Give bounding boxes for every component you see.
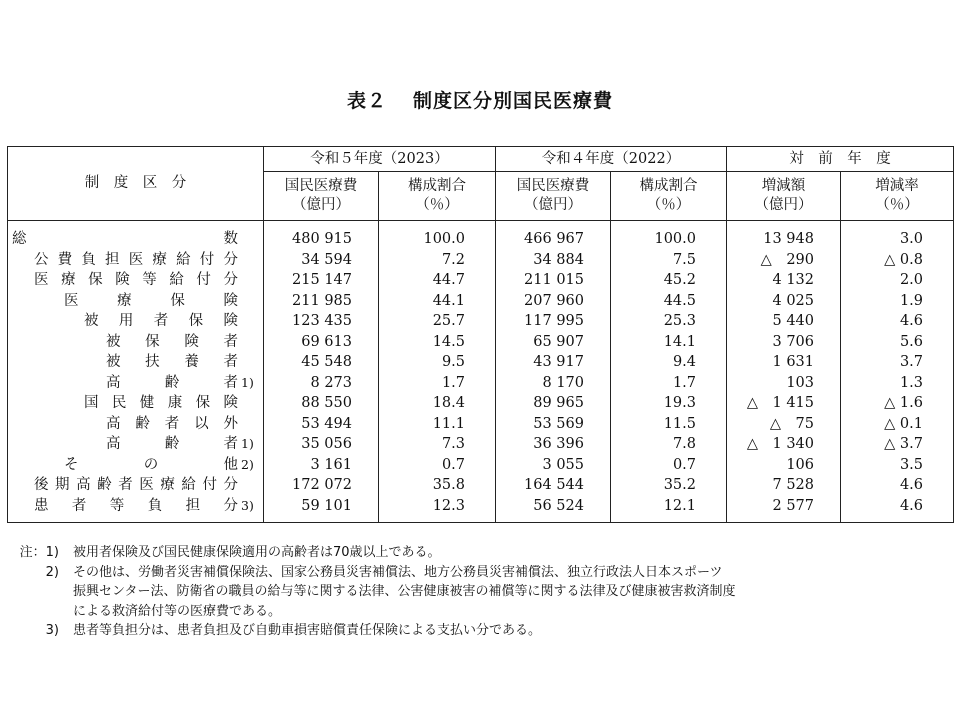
value-cell: 3.0 xyxy=(841,221,954,250)
value-cell: △ 1.6 xyxy=(841,393,954,414)
column-header-unit: （％） xyxy=(646,197,691,213)
column-header xyxy=(611,172,727,221)
value-cell: △ 3.7 xyxy=(841,434,954,455)
value-cell: 3 706 xyxy=(727,332,841,353)
value-cell: 8 170 xyxy=(496,373,611,394)
column-header-title: 構成割合 xyxy=(639,178,698,194)
row-label: そ の 他 xyxy=(64,456,238,473)
row-label-cell xyxy=(8,393,264,414)
footnotes xyxy=(7,543,947,641)
value-cell: 9.4 xyxy=(611,352,727,373)
value-cell: 11.1 xyxy=(379,414,496,435)
header-category: 制 度 区 分 xyxy=(8,147,264,221)
value-cell: 4.6 xyxy=(841,475,954,496)
value-cell: 7.5 xyxy=(611,250,727,271)
column-header xyxy=(727,172,841,221)
value-cell: 4.6 xyxy=(841,496,954,523)
value-cell: △ 1 340 xyxy=(727,434,841,455)
value-cell: 164 544 xyxy=(496,475,611,496)
value-cell: 34 884 xyxy=(496,250,611,271)
table-row xyxy=(8,332,954,353)
row-label-cell xyxy=(8,373,264,394)
column-header-unit: （億円） xyxy=(292,197,350,213)
value-cell: 69 613 xyxy=(264,332,379,353)
footnote-text: 被用者保険及び国民健康保険適用の高齢者は70歳以上である。 xyxy=(73,545,441,560)
table-row xyxy=(8,455,954,476)
row-label: 総 数 xyxy=(12,231,238,247)
footnote-text: 患者等負担分は、患者負担及び自動車損害賠償責任保険による支払い分である。 xyxy=(73,623,542,638)
row-label: 高齢者以外 xyxy=(106,415,238,432)
value-cell: 59 101 xyxy=(264,496,379,523)
value-cell: 25.7 xyxy=(379,311,496,332)
value-cell: △ 0.1 xyxy=(841,414,954,435)
header-group-2023: 令和５年度（2023） xyxy=(264,147,496,172)
row-label-cell xyxy=(8,352,264,373)
value-cell: 44.7 xyxy=(379,270,496,291)
value-cell: △ 1 415 xyxy=(727,393,841,414)
value-cell: 4.6 xyxy=(841,311,954,332)
row-label: 公費負担医療給付分 xyxy=(34,251,238,268)
value-cell: 1.7 xyxy=(379,373,496,394)
value-cell: 9.5 xyxy=(379,352,496,373)
value-cell: 4 132 xyxy=(727,270,841,291)
table-caption: 制度区分別国民医療費 xyxy=(413,90,614,112)
value-cell: 45.2 xyxy=(611,270,727,291)
footnote-text: 振興センター法、防衛省の職員の給与等に関する法律、公害健康被害の補償等に関する法律及び健康被害救済制度 xyxy=(73,584,736,599)
value-cell: 35.8 xyxy=(379,475,496,496)
table-number: 表２ xyxy=(346,90,387,112)
value-cell: 1.9 xyxy=(841,291,954,312)
value-cell: 0.7 xyxy=(611,455,727,476)
row-label: 後期高齢者医療給付分 xyxy=(34,477,238,493)
column-header-title: 増減額 xyxy=(761,178,806,194)
footnote-line xyxy=(7,602,947,622)
value-cell: 35 056 xyxy=(264,434,379,455)
table-row xyxy=(8,250,954,271)
value-cell: 14.1 xyxy=(611,332,727,353)
value-cell: 13 948 xyxy=(727,221,841,250)
value-cell: 35.2 xyxy=(611,475,727,496)
value-cell: 88 550 xyxy=(264,393,379,414)
value-cell: 36 396 xyxy=(496,434,611,455)
row-label-cell xyxy=(8,311,264,332)
row-label-cell xyxy=(8,414,264,435)
row-label: 被用者保険 xyxy=(84,313,238,329)
column-header xyxy=(264,172,379,221)
column-header-unit: （％） xyxy=(415,197,459,213)
table-row xyxy=(8,270,954,291)
row-label: 国民健康保険 xyxy=(84,395,238,411)
value-cell: 19.3 xyxy=(611,393,727,414)
table-row xyxy=(8,291,954,312)
table-row xyxy=(8,475,954,496)
value-cell: 12.1 xyxy=(611,496,727,523)
medical-expense-table xyxy=(7,146,953,523)
value-cell: 3 161 xyxy=(264,455,379,476)
footnote-text: その他は、労働者災害補償保険法、国家公務員災害補償法、地方公務員災害補償法、独立行政法人日本スポーツ xyxy=(73,564,723,580)
value-cell: 211 015 xyxy=(496,270,611,291)
column-header-title: 国民医療費 xyxy=(516,178,590,194)
table-row xyxy=(8,352,954,373)
table-row xyxy=(8,496,954,523)
footnote-line xyxy=(7,543,947,563)
value-cell: △ 290 xyxy=(727,250,841,271)
value-cell: 8 273 xyxy=(264,373,379,394)
row-label-cell xyxy=(8,270,264,291)
value-cell: 100.0 xyxy=(379,221,496,250)
value-cell: 53 494 xyxy=(264,414,379,435)
row-label: 高 齢 者 xyxy=(106,436,238,452)
value-cell: △ 0.8 xyxy=(841,250,954,271)
value-cell: 53 569 xyxy=(496,414,611,435)
column-header xyxy=(496,172,611,221)
row-label: 被保険者 xyxy=(106,333,238,350)
value-cell: 56 524 xyxy=(496,496,611,523)
row-label: 被扶養者 xyxy=(106,354,238,370)
footnote-ref: 3) xyxy=(241,497,254,513)
footnote-mark: 3) xyxy=(45,623,59,638)
value-cell: 25.3 xyxy=(611,311,727,332)
value-cell: 211 985 xyxy=(264,291,379,312)
footnote-text: による救済給付等の医療費である。 xyxy=(73,603,282,619)
value-cell: 172 072 xyxy=(264,475,379,496)
value-cell: 2 577 xyxy=(727,496,841,523)
value-cell: 215 147 xyxy=(264,270,379,291)
table-row xyxy=(8,221,954,250)
value-cell: 7.2 xyxy=(379,250,496,271)
table-row xyxy=(8,373,954,394)
footnote-mark: 2) xyxy=(45,564,59,580)
value-cell: 34 594 xyxy=(264,250,379,271)
value-cell: △ 75 xyxy=(727,414,841,435)
value-cell: 1.3 xyxy=(841,373,954,394)
value-cell: 65 907 xyxy=(496,332,611,353)
column-header xyxy=(841,172,954,221)
value-cell: 103 xyxy=(727,373,841,394)
footnote-line xyxy=(7,582,947,602)
value-cell: 5 440 xyxy=(727,311,841,332)
row-label-cell xyxy=(8,332,264,353)
value-cell: 44.1 xyxy=(379,291,496,312)
row-label-cell xyxy=(8,291,264,312)
row-label-cell xyxy=(8,221,264,250)
row-label-cell xyxy=(8,434,264,455)
value-cell: 480 915 xyxy=(264,221,379,250)
value-cell: 43 917 xyxy=(496,352,611,373)
value-cell: 123 435 xyxy=(264,311,379,332)
value-cell: 18.4 xyxy=(379,393,496,414)
value-cell: 45 548 xyxy=(264,352,379,373)
value-cell: 12.3 xyxy=(379,496,496,523)
row-label-cell xyxy=(8,455,264,476)
table-row xyxy=(8,434,954,455)
row-label: 医 療 保 険 xyxy=(64,292,238,309)
column-header-title: 国民医療費 xyxy=(284,178,358,194)
value-cell: 3.7 xyxy=(841,352,954,373)
row-label-cell xyxy=(8,475,264,496)
value-cell: 3.5 xyxy=(841,455,954,476)
value-cell: 1.7 xyxy=(611,373,727,394)
value-cell: 5.6 xyxy=(841,332,954,353)
row-label: 患者等負担分 xyxy=(34,497,238,514)
column-header xyxy=(379,172,496,221)
column-header-title: 増減率 xyxy=(875,178,919,194)
value-cell: 466 967 xyxy=(496,221,611,250)
footnote-line xyxy=(7,621,947,641)
row-label-cell xyxy=(8,496,264,523)
value-cell: 14.5 xyxy=(379,332,496,353)
footnote-ref: 2) xyxy=(241,456,254,472)
footnote-ref: 1) xyxy=(241,436,254,451)
footnote-line xyxy=(7,563,947,583)
table-row xyxy=(8,311,954,332)
value-cell: 0.7 xyxy=(379,455,496,476)
row-label-cell xyxy=(8,250,264,271)
value-cell: 3 055 xyxy=(496,455,611,476)
value-cell: 2.0 xyxy=(841,270,954,291)
value-cell: 207 960 xyxy=(496,291,611,312)
value-cell: 7.3 xyxy=(379,434,496,455)
value-cell: 4 025 xyxy=(727,291,841,312)
value-cell: 11.5 xyxy=(611,414,727,435)
value-cell: 89 965 xyxy=(496,393,611,414)
column-header-unit: （億円） xyxy=(754,197,813,213)
footnote-mark: 注：1) xyxy=(19,545,59,560)
column-header-unit: （％） xyxy=(875,197,919,213)
table-title xyxy=(0,86,960,113)
header-group-2022: 令和４年度（2022） xyxy=(496,147,727,172)
value-cell: 7.8 xyxy=(611,434,727,455)
table-row xyxy=(8,414,954,435)
row-label: 高 齢 者 xyxy=(106,374,238,391)
footnote-ref: 1) xyxy=(241,374,254,390)
value-cell: 100.0 xyxy=(611,221,727,250)
value-cell: 7 528 xyxy=(727,475,841,496)
value-cell: 44.5 xyxy=(611,291,727,312)
column-header-title: 構成割合 xyxy=(408,178,466,194)
value-cell: 117 995 xyxy=(496,311,611,332)
value-cell: 1 631 xyxy=(727,352,841,373)
header-group-yoy: 対 前 年 度 xyxy=(727,147,954,172)
row-label: 医療保険等給付分 xyxy=(34,272,238,288)
column-header-unit: （億円） xyxy=(524,197,582,213)
value-cell: 106 xyxy=(727,455,841,476)
table-row xyxy=(8,393,954,414)
